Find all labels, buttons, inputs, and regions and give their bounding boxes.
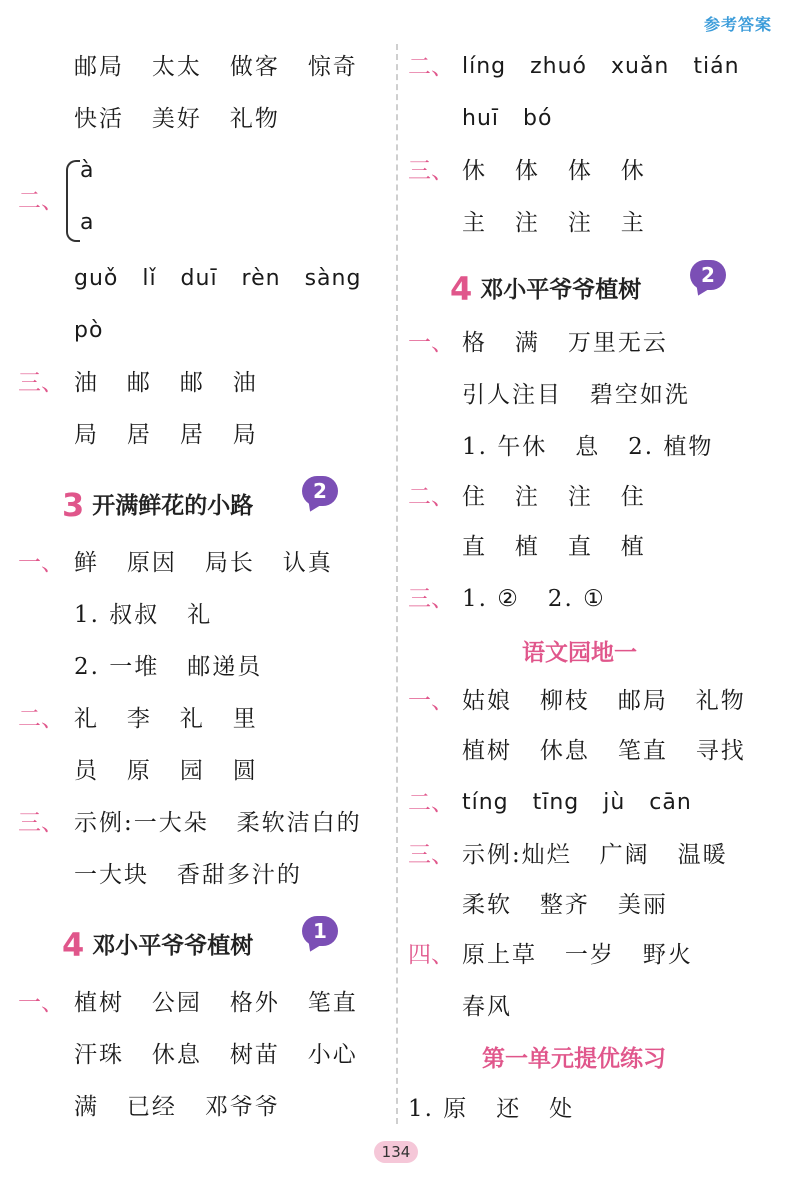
lesson-title: 4 邓小平爷爷植树 — [62, 926, 254, 964]
column-divider — [396, 44, 398, 1124]
section-title: 语文园地一 — [522, 640, 637, 666]
brace-icon — [66, 160, 80, 242]
section-title: 第一单元提优练习 — [482, 1046, 666, 1072]
lesson-title: 4 邓小平爷爷植树 — [450, 270, 642, 308]
answer-key-tag: 参考答案 — [703, 15, 772, 34]
page-number: 134 — [374, 1141, 418, 1163]
lesson-title: 3 开满鲜花的小路 — [62, 486, 254, 524]
lesson-badge: 2 — [302, 476, 338, 506]
lesson-badge: 2 — [690, 260, 726, 290]
lesson-badge: 1 — [302, 916, 338, 946]
